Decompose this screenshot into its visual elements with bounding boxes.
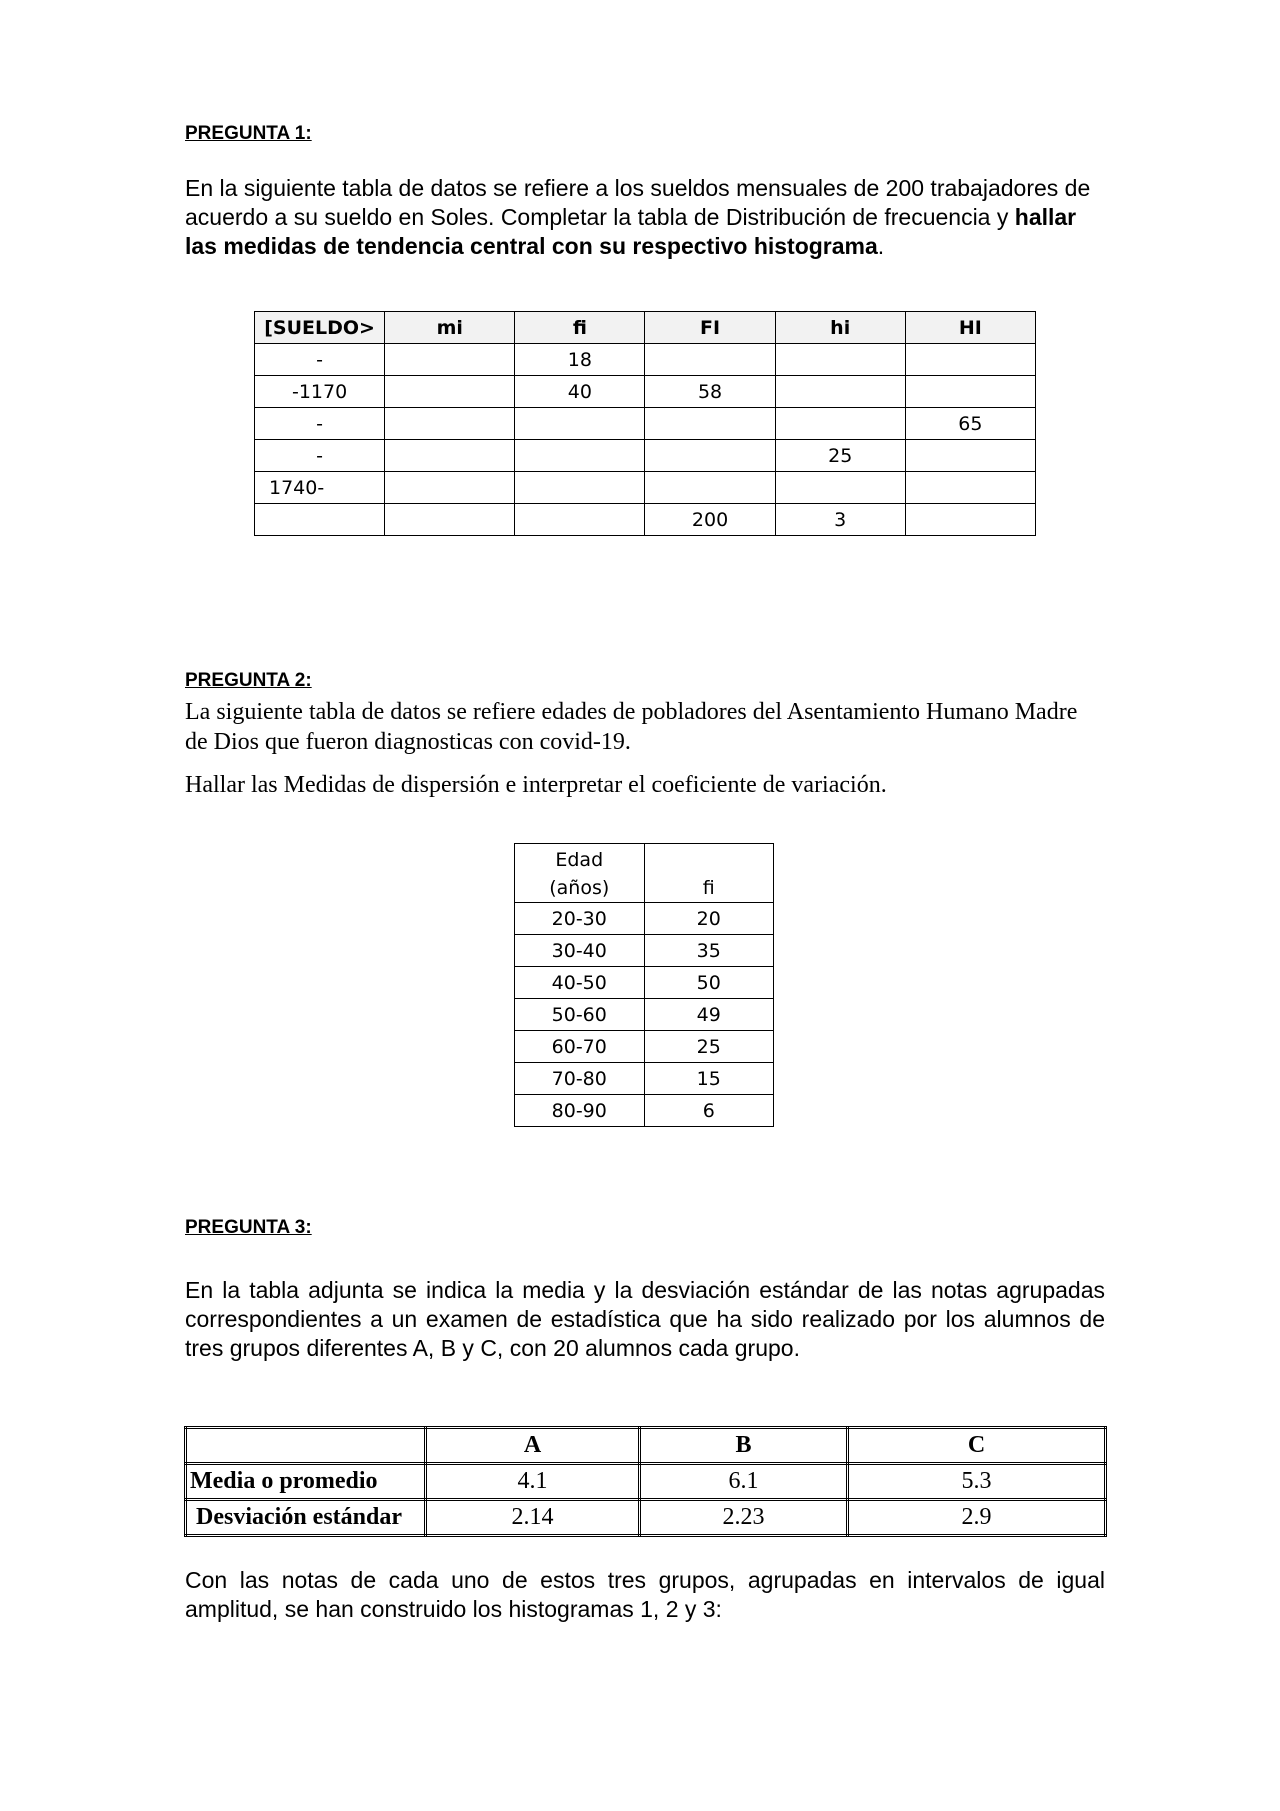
table-cell: -: [255, 344, 385, 376]
table-row: [515, 935, 774, 967]
table-cell: 50-60: [515, 999, 645, 1031]
column-header-b: B: [640, 1428, 848, 1464]
column-header-HI: HI: [905, 312, 1035, 344]
table-cell: [905, 344, 1035, 376]
table-cell: [905, 440, 1035, 472]
column-header-a: A: [426, 1428, 640, 1464]
question-3-paragraph-1: En la tabla adjunta se indica la media y la desviación estándar de las notas agrupadas correspondientes a un examen de estadística que ha sido realizado por los alumnos de tres grupos diferentes A, B y C, con 20 alumnos cada grupo.: [185, 1277, 1105, 1361]
column-header-hi: hi: [775, 312, 905, 344]
table-cell: [775, 472, 905, 504]
table-row: [186, 1464, 1106, 1500]
column-header-edad: [515, 844, 645, 903]
table-cell: [385, 504, 515, 536]
question-2-heading: PREGUNTA 2:: [185, 670, 312, 691]
table-corner-cell: [186, 1428, 426, 1464]
question-1-heading: PREGUNTA 1:: [185, 123, 312, 144]
table-cell: [515, 408, 645, 440]
table-header-row: [255, 312, 1036, 344]
table-cell: 30-40: [515, 935, 645, 967]
table-cell: 3: [775, 504, 905, 536]
table-cell: 40-50: [515, 967, 645, 999]
table-cell: 5.3: [848, 1464, 1106, 1500]
table-cell: 15: [644, 1063, 774, 1095]
table-row: [515, 903, 774, 935]
column-header-FI: FI: [645, 312, 775, 344]
table-cell: 2.14: [426, 1500, 640, 1536]
table-cell: 200: [645, 504, 775, 536]
column-header-mi: mi: [385, 312, 515, 344]
table-cell: 4.1: [426, 1464, 640, 1500]
question-1-intro-text: En la siguiente tabla de datos se refiere a los sueldos mensuales de 200 trabajadores de acuerdo a su sueldo en Soles. Completar la tabla de Distribución de frecuencia y: [185, 175, 1091, 230]
table-cell: [385, 408, 515, 440]
table-row: [255, 376, 1036, 408]
table-cell: [775, 344, 905, 376]
row-label-media: Media o promedio: [186, 1464, 426, 1500]
table-row: [255, 440, 1036, 472]
table-cell: [385, 344, 515, 376]
table-cell: -: [255, 440, 385, 472]
table-cell: 2.23: [640, 1500, 848, 1536]
table-cell: [255, 504, 385, 536]
question-3-paragraph-2: Con las notas de cada uno de estos tres grupos, agrupadas en intervalos de igual amplitud, se han construido los histogramas 1, 2 y 3:: [185, 1567, 1105, 1622]
table-cell: 18: [515, 344, 645, 376]
header-edad-line1: Edad: [555, 849, 604, 871]
row-label-desviacion: Desviación estándar: [186, 1500, 426, 1536]
table-cell: 25: [644, 1031, 774, 1063]
column-header-fi: fi: [515, 312, 645, 344]
table-cell: 65: [905, 408, 1035, 440]
table-row: [515, 1095, 774, 1127]
age-frequency-table: [514, 843, 774, 1127]
table-cell: [645, 472, 775, 504]
table-row: [255, 408, 1036, 440]
table-header-row: [186, 1428, 1106, 1464]
table-cell: 70-80: [515, 1063, 645, 1095]
table-cell: [775, 408, 905, 440]
table-cell: 40: [515, 376, 645, 408]
table-cell: [515, 440, 645, 472]
table-cell: [905, 376, 1035, 408]
table-cell: 58: [645, 376, 775, 408]
grades-statistics-table: [184, 1426, 1107, 1537]
table-row: [186, 1500, 1106, 1536]
table-cell: [515, 472, 645, 504]
table-cell: 50: [644, 967, 774, 999]
table-cell: 49: [644, 999, 774, 1031]
table-row: [515, 999, 774, 1031]
column-header-fi: fi: [644, 844, 774, 903]
table-row: [255, 504, 1036, 536]
table-cell: 25: [775, 440, 905, 472]
question-2-paragraph-1: La siguiente tabla de datos se refiere edades de pobladores del Asentamiento Humano Madre de Dios que fueron diagnosticas con covid-19.: [185, 699, 1078, 755]
table-cell: [645, 440, 775, 472]
salary-frequency-table: [254, 311, 1036, 536]
question-3-heading: PREGUNTA 3:: [185, 1217, 312, 1238]
header-edad-line2: (años): [549, 877, 610, 899]
table-cell: [775, 376, 905, 408]
table-row: [515, 967, 774, 999]
table-cell: 80-90: [515, 1095, 645, 1127]
table-cell: [385, 472, 515, 504]
table-cell: -1170: [255, 376, 385, 408]
table-row: [515, 1063, 774, 1095]
column-header-sueldo: [SUELDO>: [255, 312, 385, 344]
table-cell: [385, 440, 515, 472]
table-cell: 20: [644, 903, 774, 935]
table-cell: -: [255, 408, 385, 440]
table-cell: [385, 376, 515, 408]
table-cell: 60-70: [515, 1031, 645, 1063]
table-row: [515, 1031, 774, 1063]
table-cell: [515, 504, 645, 536]
question-1-intro-bold: hallar las medidas de tendencia central con su respectivo histograma: [185, 204, 1077, 259]
question-1-intro: [185, 174, 1105, 261]
table-cell: 6.1: [640, 1464, 848, 1500]
table-cell: [645, 408, 775, 440]
table-cell: 2.9: [848, 1500, 1106, 1536]
table-cell: [905, 472, 1035, 504]
table-cell: 6: [644, 1095, 774, 1127]
table-cell: 20-30: [515, 903, 645, 935]
table-header-row: [515, 844, 774, 903]
table-cell: 1740-: [255, 472, 385, 504]
question-2-paragraph-2: Hallar las Medidas de dispersión e interpretar el coeficiente de variación.: [185, 772, 887, 798]
question-1-intro-end: .: [877, 233, 885, 259]
table-row: [255, 472, 1036, 504]
column-header-c: C: [848, 1428, 1106, 1464]
table-cell: 35: [644, 935, 774, 967]
table-cell: [905, 504, 1035, 536]
table-row: [255, 344, 1036, 376]
table-cell: [645, 344, 775, 376]
